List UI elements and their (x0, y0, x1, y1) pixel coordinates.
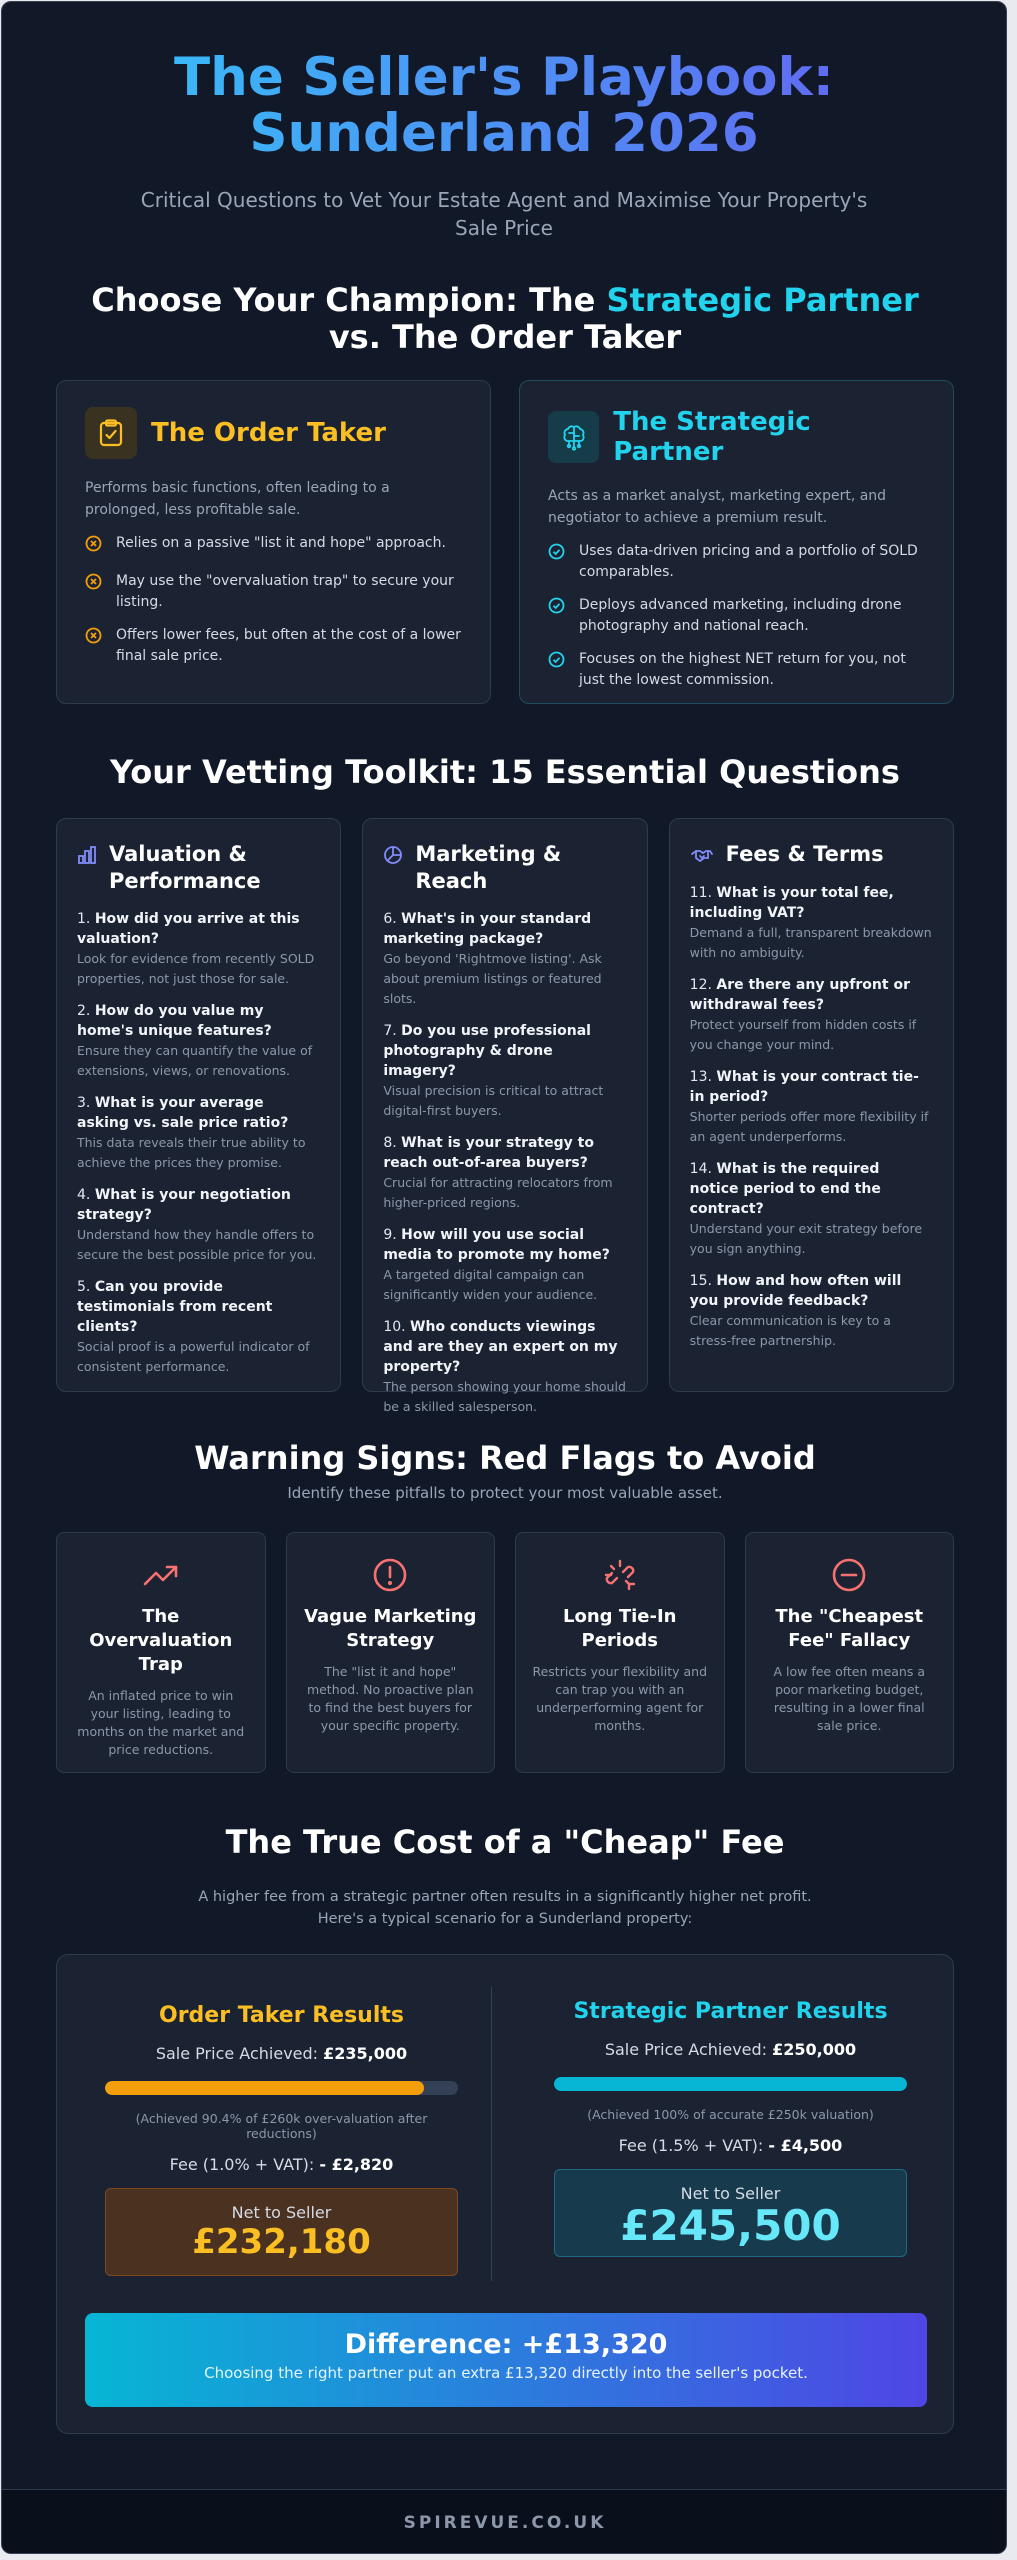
strategic-partner-point: Deploys advanced marketing, including drone photography and national reach. (579, 597, 902, 634)
question-hint: Go beyond 'Rightmove listing'. Ask about premium listings or featured slots. (383, 951, 602, 1006)
champion-title-pre: Choose Your Champion: The (91, 281, 607, 319)
question-item (77, 1185, 320, 1265)
net-value: £245,500 (620, 2201, 841, 2250)
valuation-header (77, 841, 320, 895)
strategic-partner-list (548, 541, 925, 691)
list-item (548, 541, 925, 583)
net-label: Net to Seller (231, 2203, 332, 2222)
question-text: How did you arrive at this valuation? (77, 911, 300, 947)
sale-label: Sale Price Achieved: (155, 2044, 324, 2063)
unlink-icon (532, 1557, 708, 1593)
question-number: 10. (383, 1319, 406, 1335)
marketing-title: Marketing & Reach (415, 842, 562, 893)
sale-label: Sale Price Achieved: (604, 2040, 773, 2059)
flag-card (515, 1532, 725, 1773)
flag-description: A low fee often means a poor marketing budget, resulting in a lower final sale price. (773, 1664, 925, 1733)
question-text: How and how often will you provide feedback? (689, 1273, 902, 1309)
list-item (85, 533, 462, 559)
question-number: 15. (689, 1273, 712, 1289)
flag-description: An inflated price to win your listing, leading to months on the market and price reductions. (77, 1688, 245, 1757)
strategic-partner-point: Uses data-driven pricing and a portfolio of SOLD comparables. (579, 543, 918, 580)
flag-cards (56, 1532, 954, 1773)
check-circle-icon (548, 597, 565, 637)
question-hint: Look for evidence from recently SOLD properties, not just those for sale. (77, 951, 315, 986)
column-divider (491, 1987, 492, 2281)
hero-section (2, 2, 1006, 242)
order-taker-fee (105, 2155, 458, 2174)
bar-chart-icon (77, 845, 97, 869)
progress-fill (105, 2081, 424, 2095)
question-hint: Demand a full, transparent breakdown with no ambiguity. (689, 925, 932, 960)
question-text: What is your average asking vs. sale price ratio? (77, 1095, 289, 1131)
question-number: 6. (383, 911, 397, 927)
valuation-card (56, 818, 341, 1392)
toolkit-columns (56, 818, 954, 1414)
question-text: What's in your standard marketing package? (383, 911, 592, 947)
difference-banner (85, 2313, 927, 2407)
question-number: 13. (689, 1069, 712, 1085)
question-item (383, 1225, 626, 1305)
order-taker-list (85, 533, 462, 667)
flags-subtitle: Identify these pitfalls to protect your most valuable asset. (287, 1484, 723, 1502)
strategic-partner-card (519, 380, 954, 704)
alert-circle-icon (303, 1557, 479, 1593)
question-text: Are there any upfront or withdrawal fees? (689, 977, 910, 1013)
x-circle-icon (85, 627, 102, 667)
sale-value: £250,000 (772, 2040, 857, 2059)
question-number: 8. (383, 1135, 397, 1151)
minus-circle-icon (762, 1557, 938, 1593)
question-text: What is your total fee, including VAT? (689, 885, 894, 921)
order-taker-header (85, 407, 462, 459)
question-number: 7. (383, 1023, 397, 1039)
order-taker-results (57, 1955, 506, 2276)
x-circle-icon (85, 535, 102, 559)
flag-card (745, 1532, 955, 1773)
question-item (383, 909, 626, 1009)
strategic-partner-description: Acts as a market analyst, marketing expert, and negotiator to achieve a premium result. (548, 488, 887, 526)
order-taker-point: Relies on a passive "list it and hope" approach. (116, 535, 446, 551)
question-item (690, 1271, 933, 1351)
marketing-header (383, 841, 626, 895)
question-hint: Understand your exit strategy before you sign anything. (689, 1221, 923, 1256)
trending-up-icon (73, 1557, 249, 1593)
check-circle-icon (548, 651, 565, 691)
champion-title-accent: Strategic Partner (606, 281, 919, 319)
question-number: 3. (77, 1095, 91, 1111)
question-text: How will you use social media to promote my home? (383, 1227, 610, 1263)
strategic-partner-note: (Achieved 100% of accurate £250k valuation) (587, 2107, 874, 2122)
question-item (77, 909, 320, 989)
brain-circuit-icon (548, 411, 599, 463)
question-hint: This data reveals their true ability to achieve the prices they promise. (77, 1135, 306, 1170)
fee-label: Fee (1.0% + VAT): (169, 2155, 320, 2174)
marketing-card (362, 818, 647, 1414)
order-taker-description: Performs basic functions, often leading to a prolonged, less profitable sale. (85, 480, 390, 518)
question-hint: Crucial for attracting relocators from higher-priced regions. (383, 1175, 613, 1210)
fees-title: Fees & Terms (725, 842, 884, 866)
order-taker-card (56, 380, 491, 704)
question-item (77, 1093, 320, 1173)
question-text: How do you value my home's unique features? (77, 1003, 272, 1039)
footer (2, 2489, 1007, 2554)
question-hint: Social proof is a powerful indicator of consistent performance. (77, 1339, 310, 1374)
page-subtitle: Critical Questions to Vet Your Estate Agent and Maximise Your Property's Sale Price (140, 188, 868, 240)
question-text: Can you provide testimonials from recent clients? (77, 1279, 273, 1335)
question-text: Who conducts viewings and are they an expert on my property? (383, 1319, 618, 1375)
strategic-partner-title: The Strategic Partner (613, 407, 811, 467)
question-number: 5. (77, 1279, 91, 1295)
strategic-partner-header (548, 407, 925, 467)
cost-section-title: The True Cost of a "Cheap" Fee (225, 1823, 785, 1861)
question-text: What is the required notice period to end the contract? (689, 1161, 881, 1217)
infographic-page (1, 1, 1007, 2554)
flag-title: Vague Marketing Strategy (304, 1606, 477, 1651)
list-item (85, 571, 462, 613)
question-text: What is your contract tie-in period? (689, 1069, 919, 1105)
fees-header (690, 841, 933, 869)
champion-section-title (62, 282, 948, 356)
difference-note: Choosing the right partner put an extra £13,320 directly into the seller's pocket. (204, 2364, 808, 2382)
strategic-partner-results (506, 1955, 955, 2257)
question-item (383, 1317, 626, 1417)
x-circle-icon (85, 573, 102, 613)
cost-subtitle: A higher fee from a strategic partner often results in a significantly higher net profit. Here's a typical scenario for a Sunderland property: (198, 1889, 812, 1927)
pie-chart-icon (383, 845, 403, 869)
handshake-icon (690, 845, 714, 869)
list-item (85, 625, 462, 667)
flags-section-title: Warning Signs: Red Flags to Avoid (194, 1439, 816, 1477)
question-number: 1. (77, 911, 91, 927)
strategic-partner-progress-bar (554, 2077, 907, 2091)
order-taker-note: (Achieved 90.4% of £260k over-valuation after reductions) (135, 2111, 428, 2141)
question-item (77, 1277, 320, 1377)
net-value: £232,180 (192, 2222, 371, 2262)
fee-label: Fee (1.5% + VAT): (618, 2136, 769, 2155)
strategic-partner-fee (554, 2136, 907, 2155)
list-item (548, 595, 925, 637)
question-text: Do you use professional photography & drone imagery? (383, 1023, 591, 1079)
flag-card (286, 1532, 496, 1773)
question-number: 11. (689, 885, 712, 901)
question-item (690, 883, 933, 963)
question-text: What is your negotiation strategy? (77, 1187, 291, 1223)
question-text: What is your strategy to reach out-of-area buyers? (383, 1135, 594, 1171)
footer-link[interactable]: SPIREVUE.CO.UK (403, 2513, 607, 2533)
question-number: 12. (689, 977, 712, 993)
order-taker-sale (105, 2044, 458, 2063)
list-item (548, 649, 925, 691)
question-number: 4. (77, 1187, 91, 1203)
flag-description: Restricts your flexibility and can trap you with an underperforming agent for months. (532, 1664, 708, 1733)
strategic-partner-net-box (554, 2169, 907, 2257)
fees-card (669, 818, 954, 1392)
flag-title: The Overvaluation Trap (89, 1606, 233, 1675)
flag-title: The "Cheapest Fee" Fallacy (775, 1606, 924, 1651)
page-title: The Seller's Playbook: Sunderland 2026 (124, 50, 884, 162)
question-item (77, 1001, 320, 1081)
order-taker-point: Offers lower fees, but often at the cost of a lower final sale price. (116, 627, 461, 664)
question-item (690, 975, 933, 1055)
flag-card (56, 1532, 266, 1773)
question-number: 14. (689, 1161, 712, 1177)
sale-value: £235,000 (323, 2044, 408, 2063)
flag-title: Long Tie-In Periods (563, 1606, 677, 1651)
strategic-partner-point: Focuses on the highest NET return for you, not just the lowest commission. (579, 651, 906, 688)
question-hint: A targeted digital campaign can significantly widen your audience. (383, 1267, 598, 1302)
order-taker-net-box (105, 2188, 458, 2276)
question-item (383, 1133, 626, 1213)
progress-fill (554, 2077, 907, 2091)
champion-title-post: vs. The Order Taker (328, 318, 682, 356)
fee-value: - £4,500 (768, 2136, 843, 2155)
question-hint: Protect yourself from hidden costs if you change your mind. (689, 1017, 917, 1052)
strategic-partner-results-title: Strategic Partner Results (573, 1999, 888, 2024)
question-hint: Visual precision is critical to attract digital-first buyers. (383, 1083, 604, 1118)
valuation-title: Valuation & Performance (109, 842, 261, 893)
question-item (383, 1021, 626, 1121)
check-circle-icon (548, 543, 565, 583)
order-taker-point: May use the "overvaluation trap" to secure your listing. (116, 573, 454, 610)
question-hint: Shorter periods offer more flexibility if an agent underperforms. (689, 1109, 929, 1144)
clipboard-check-icon (85, 407, 137, 459)
cost-comparison (56, 1954, 954, 2434)
question-hint: Ensure they can quantify the value of extensions, views, or renovations. (77, 1043, 313, 1078)
order-taker-title: The Order Taker (151, 418, 386, 448)
question-item (690, 1159, 933, 1259)
question-hint: Understand how they handle offers to secure the best possible price for you. (77, 1227, 317, 1262)
difference-value: Difference: +£13,320 (344, 2329, 668, 2360)
fee-value: - £2,820 (319, 2155, 394, 2174)
question-item (690, 1067, 933, 1147)
champion-cards (56, 380, 954, 704)
question-number: 2. (77, 1003, 91, 1019)
order-taker-results-title: Order Taker Results (159, 2003, 404, 2028)
net-label: Net to Seller (680, 2184, 781, 2203)
question-hint: Clear communication is key to a stress-free partnership. (689, 1313, 891, 1348)
order-taker-progress-bar (105, 2081, 458, 2095)
flag-description: The "list it and hope" method. No proactive plan to find the best buyers for your specific property. (306, 1664, 474, 1733)
question-number: 9. (383, 1227, 397, 1243)
toolkit-section-title: Your Vetting Toolkit: 15 Essential Questions (110, 753, 900, 791)
question-hint: The person showing your home should be a skilled salesperson. (383, 1379, 626, 1414)
strategic-partner-sale (554, 2040, 907, 2059)
